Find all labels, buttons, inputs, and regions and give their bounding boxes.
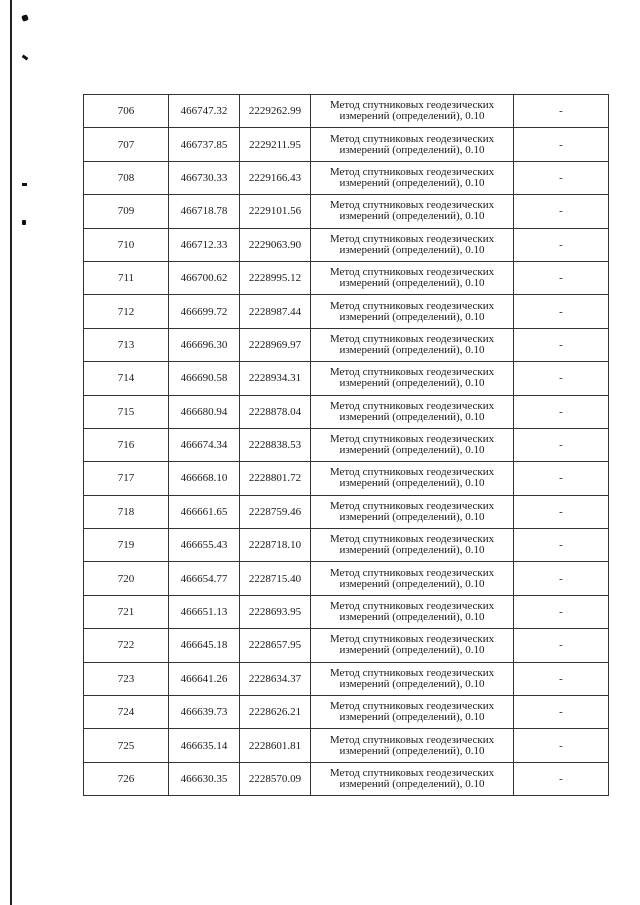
- method-line-1: Метод спутниковых геодезических: [329, 165, 495, 178]
- dash-cell: -: [514, 362, 609, 395]
- x-coordinate-cell: 466674.34: [169, 428, 240, 461]
- method-line-1: Метод спутниковых геодезических: [329, 99, 495, 112]
- x-coordinate-cell: 466630.35: [169, 762, 240, 795]
- method-line-2: измерений (определений), 0.10: [339, 277, 485, 290]
- y-coordinate-cell: 2228878.04: [240, 395, 311, 428]
- x-coordinate-cell: 466712.33: [169, 228, 240, 261]
- method-cell: [311, 462, 514, 495]
- method-line-1: Метод спутниковых геодезических: [329, 600, 495, 613]
- point-number-cell: 716: [84, 428, 169, 461]
- dash-cell: -: [514, 762, 609, 795]
- table-row: [84, 161, 609, 194]
- y-coordinate-cell: 2228657.95: [240, 629, 311, 662]
- x-coordinate-cell: 466718.78: [169, 195, 240, 228]
- dash-cell: -: [514, 95, 609, 128]
- method-line-1: Метод спутниковых геодезических: [329, 132, 495, 145]
- table-row: [84, 328, 609, 361]
- method-line-1: Метод спутниковых геодезических: [329, 666, 495, 679]
- point-number-cell: 726: [84, 762, 169, 795]
- method-line-2: измерений (определений), 0.10: [339, 577, 485, 590]
- point-number-cell: 711: [84, 261, 169, 294]
- x-coordinate-cell: 466737.85: [169, 128, 240, 161]
- method-line-2: измерений (определений), 0.10: [339, 444, 485, 457]
- dash-cell: -: [514, 128, 609, 161]
- method-cell: [311, 562, 514, 595]
- point-number-cell: 715: [84, 395, 169, 428]
- method-line-2: измерений (определений), 0.10: [339, 744, 485, 757]
- x-coordinate-cell: 466680.94: [169, 395, 240, 428]
- y-coordinate-cell: 2228693.95: [240, 595, 311, 628]
- table-row: [84, 362, 609, 395]
- y-coordinate-cell: 2228838.53: [240, 428, 311, 461]
- y-coordinate-cell: 2229262.99: [240, 95, 311, 128]
- method-cell: [311, 762, 514, 795]
- point-number-cell: 707: [84, 128, 169, 161]
- point-number-cell: 723: [84, 662, 169, 695]
- point-number-cell: 713: [84, 328, 169, 361]
- point-number-cell: 706: [84, 95, 169, 128]
- method-line-1: Метод спутниковых геодезических: [329, 232, 495, 245]
- point-number-cell: 719: [84, 529, 169, 562]
- y-coordinate-cell: 2228759.46: [240, 495, 311, 528]
- dash-cell: -: [514, 295, 609, 328]
- method-cell: [311, 295, 514, 328]
- method-cell: [311, 128, 514, 161]
- method-line-2: измерений (определений), 0.10: [339, 176, 485, 189]
- dash-cell: -: [514, 529, 609, 562]
- table-row: [84, 529, 609, 562]
- table-body: [84, 95, 609, 796]
- method-line-2: измерений (определений), 0.10: [339, 343, 485, 356]
- dash-cell: -: [514, 696, 609, 729]
- point-number-cell: 722: [84, 629, 169, 662]
- method-line-2: измерений (определений), 0.10: [339, 410, 485, 423]
- method-cell: [311, 629, 514, 662]
- method-cell: [311, 696, 514, 729]
- method-line-1: Метод спутниковых геодезических: [329, 767, 495, 779]
- point-number-cell: 721: [84, 595, 169, 628]
- dash-cell: -: [514, 562, 609, 595]
- x-coordinate-cell: 466635.14: [169, 729, 240, 762]
- y-coordinate-cell: 2228995.12: [240, 261, 311, 294]
- method-cell: [311, 161, 514, 194]
- dash-cell: -: [514, 195, 609, 228]
- table-row: [84, 662, 609, 695]
- coordinates-table: [83, 94, 609, 796]
- method-line-2: измерений (определений), 0.10: [339, 110, 485, 123]
- method-cell: [311, 261, 514, 294]
- point-number-cell: 725: [84, 729, 169, 762]
- y-coordinate-cell: 2229063.90: [240, 228, 311, 261]
- method-line-2: измерений (определений), 0.10: [339, 310, 485, 323]
- y-coordinate-cell: 2228934.31: [240, 362, 311, 395]
- method-cell: [311, 495, 514, 528]
- method-line-2: измерений (определений), 0.10: [339, 644, 485, 657]
- y-coordinate-cell: 2229211.95: [240, 128, 311, 161]
- method-cell: [311, 228, 514, 261]
- method-line-1: Метод спутниковых геодезических: [329, 433, 495, 446]
- dash-cell: -: [514, 328, 609, 361]
- y-coordinate-cell: 2229101.56: [240, 195, 311, 228]
- method-line-2: измерений (определений), 0.10: [339, 510, 485, 523]
- method-line-1: Метод спутниковых геодезических: [329, 399, 495, 412]
- x-coordinate-cell: 466690.58: [169, 362, 240, 395]
- y-coordinate-cell: 2228634.37: [240, 662, 311, 695]
- x-coordinate-cell: 466641.26: [169, 662, 240, 695]
- method-cell: [311, 662, 514, 695]
- method-line-1: Метод спутниковых геодезических: [329, 566, 495, 579]
- y-coordinate-cell: 2228987.44: [240, 295, 311, 328]
- method-cell: [311, 529, 514, 562]
- method-cell: [311, 195, 514, 228]
- x-coordinate-cell: 466661.65: [169, 495, 240, 528]
- method-line-2: измерений (определений), 0.10: [339, 611, 485, 624]
- table-row: [84, 261, 609, 294]
- dash-cell: -: [514, 462, 609, 495]
- x-coordinate-cell: 466651.13: [169, 595, 240, 628]
- scan-mark: [22, 220, 26, 225]
- y-coordinate-cell: 2228969.97: [240, 328, 311, 361]
- table-row: [84, 395, 609, 428]
- method-line-1: Метод спутниковых геодезических: [329, 299, 495, 312]
- point-number-cell: 717: [84, 462, 169, 495]
- point-number-cell: 712: [84, 295, 169, 328]
- scan-mark: [21, 14, 29, 22]
- method-line-1: Метод спутниковых геодезических: [329, 499, 495, 512]
- x-coordinate-cell: 466730.33: [169, 161, 240, 194]
- table-row: [84, 729, 609, 762]
- table-row: [84, 128, 609, 161]
- method-line-2: измерений (определений), 0.10: [339, 711, 485, 724]
- table-row: [84, 295, 609, 328]
- method-line-1: Метод спутниковых геодезических: [329, 700, 495, 713]
- method-line-1: Метод спутниковых геодезических: [329, 366, 495, 379]
- scan-mark: [22, 183, 27, 186]
- table-row: [84, 562, 609, 595]
- method-line-2: измерений (определений), 0.10: [339, 243, 485, 256]
- method-line-2: измерений (определений), 0.10: [339, 377, 485, 390]
- dash-cell: -: [514, 595, 609, 628]
- table-row: [84, 95, 609, 128]
- point-number-cell: 724: [84, 696, 169, 729]
- method-line-2: измерений (определений), 0.10: [339, 477, 485, 490]
- method-line-1: Метод спутниковых геодезических: [329, 199, 495, 212]
- table-row: [84, 228, 609, 261]
- table-row: [84, 495, 609, 528]
- method-line-1: Метод спутниковых геодезических: [329, 266, 495, 279]
- table-row: [84, 595, 609, 628]
- dash-cell: -: [514, 495, 609, 528]
- x-coordinate-cell: 466699.72: [169, 295, 240, 328]
- point-number-cell: 720: [84, 562, 169, 595]
- table-row: [84, 428, 609, 461]
- y-coordinate-cell: 2228801.72: [240, 462, 311, 495]
- x-coordinate-cell: 466700.62: [169, 261, 240, 294]
- method-cell: [311, 95, 514, 128]
- x-coordinate-cell: 466747.32: [169, 95, 240, 128]
- dash-cell: -: [514, 662, 609, 695]
- table-row: [84, 629, 609, 662]
- y-coordinate-cell: 2229166.43: [240, 161, 311, 194]
- method-line-2: измерений (определений), 0.10: [339, 544, 485, 557]
- method-line-2: измерений (определений), 0.10: [339, 210, 485, 223]
- table-row: [84, 195, 609, 228]
- method-cell: [311, 328, 514, 361]
- x-coordinate-cell: 466639.73: [169, 696, 240, 729]
- point-number-cell: 708: [84, 161, 169, 194]
- method-cell: [311, 362, 514, 395]
- dash-cell: -: [514, 629, 609, 662]
- method-line-1: Метод спутниковых геодезических: [329, 466, 495, 479]
- table-row: [84, 462, 609, 495]
- x-coordinate-cell: 466645.18: [169, 629, 240, 662]
- method-line-1: Метод спутниковых геодезических: [329, 332, 495, 345]
- scan-mark: [22, 55, 29, 61]
- x-coordinate-cell: 466696.30: [169, 328, 240, 361]
- point-number-cell: 709: [84, 195, 169, 228]
- method-cell: [311, 595, 514, 628]
- dash-cell: -: [514, 395, 609, 428]
- dash-cell: -: [514, 428, 609, 461]
- dash-cell: -: [514, 161, 609, 194]
- method-line-1: Метод спутниковых геодезических: [329, 633, 495, 646]
- point-number-cell: 710: [84, 228, 169, 261]
- y-coordinate-cell: 2228626.21: [240, 696, 311, 729]
- method-cell: [311, 428, 514, 461]
- method-line-2: измерений (определений), 0.10: [339, 677, 485, 690]
- x-coordinate-cell: 466668.10: [169, 462, 240, 495]
- dash-cell: -: [514, 261, 609, 294]
- y-coordinate-cell: 2228718.10: [240, 529, 311, 562]
- scan-edge-line: [10, 0, 12, 905]
- table-row: [84, 762, 609, 795]
- method-line-2: измерений (определений), 0.10: [339, 143, 485, 156]
- table-row: [84, 696, 609, 729]
- method-cell: [311, 729, 514, 762]
- dash-cell: -: [514, 729, 609, 762]
- y-coordinate-cell: 2228601.81: [240, 729, 311, 762]
- method-line-1: Метод спутниковых геодезических: [329, 533, 495, 546]
- method-cell: [311, 395, 514, 428]
- method-line-2: измерений (определений), 0.10: [339, 778, 485, 790]
- y-coordinate-cell: 2228715.40: [240, 562, 311, 595]
- dash-cell: -: [514, 228, 609, 261]
- point-number-cell: 718: [84, 495, 169, 528]
- point-number-cell: 714: [84, 362, 169, 395]
- x-coordinate-cell: 466655.43: [169, 529, 240, 562]
- y-coordinate-cell: 2228570.09: [240, 762, 311, 795]
- x-coordinate-cell: 466654.77: [169, 562, 240, 595]
- method-line-1: Метод спутниковых геодезических: [329, 733, 495, 746]
